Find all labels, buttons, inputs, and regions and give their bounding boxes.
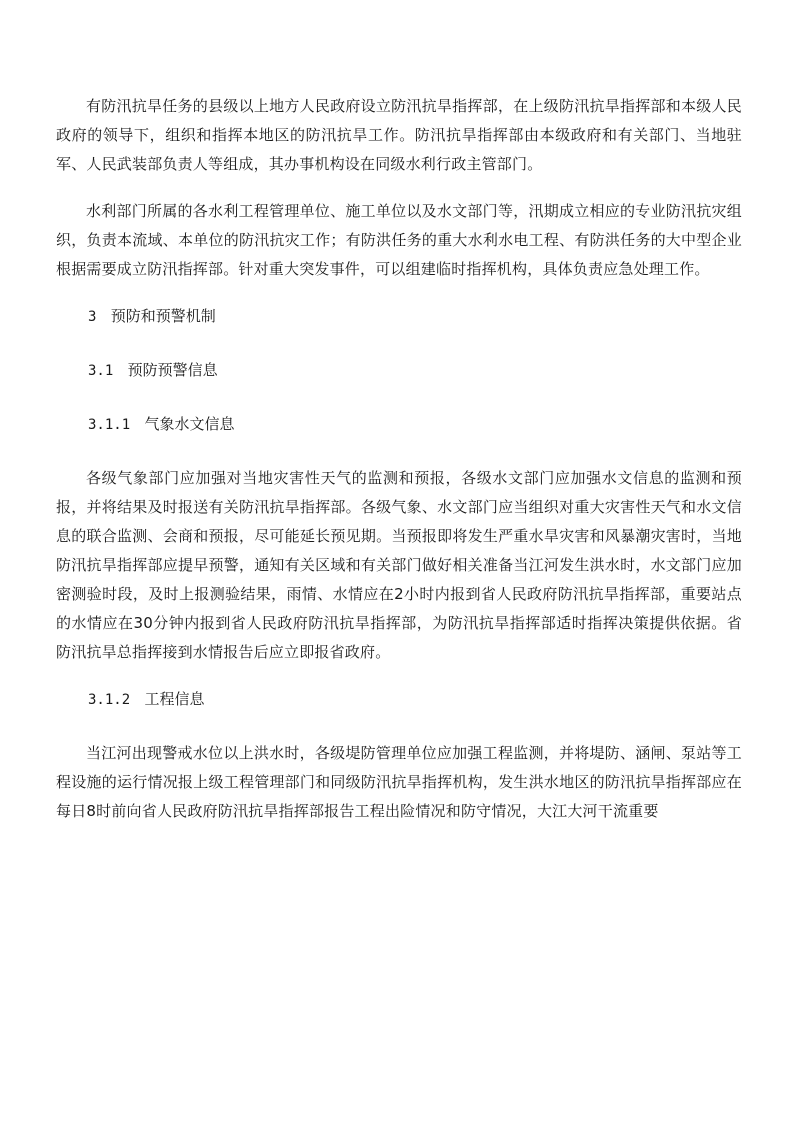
heading-title: 工程信息 — [144, 690, 205, 708]
heading-title: 预防和预警机制 — [110, 307, 216, 325]
heading-section-3-1 — [56, 356, 742, 386]
paragraph-county-command: 有防汛抗旱任务的县级以上地方人民政府设立防汛抗旱指挥部，在上级防汛抗旱指挥部和本级人民政府的领导下，组织和指挥本地区的防汛抗旱工作。防汛抗旱指挥部由本级政府和有关部门、当地驻军、人民武装部负责人等组成，其办事机构设在同级水利行政主管部门。 — [56, 97, 742, 173]
heading-title: 预防预警信息 — [127, 361, 218, 379]
heading-section-3-1-2 — [56, 685, 742, 715]
paragraph-water-units: 水利部门所属的各水利工程管理单位、施工单位以及水文部门等，汛期成立相应的专业防汛抗灾组织，负责本流域、本单位的防汛抗灾工作；有防洪任务的重大水利水电工程、有防洪任务的大中型企业根据需要成立防汛指挥部。针对重大突发事件，可以组建临时指挥机构，具体负责应急处理工作。 — [56, 202, 742, 278]
heading-number: 3 — [88, 309, 97, 325]
document-page — [56, 92, 742, 844]
heading-number: 3.1.2 — [88, 692, 131, 708]
heading-number: 3.1 — [88, 363, 114, 379]
paragraph-meteorological-info: 各级气象部门应加强对当地灾害性天气的监测和预报，各级水文部门应加强水文信息的监测和预报，并将结果及时报送有关防汛抗旱指挥部。各级气象、水文部门应当组织对重大灾害性天气和水文信息的联合监测、会商和预报，尽可能延长预见期。当预报即将发生严重水旱灾害和风暴潮灾害时，当地防汛抗旱指挥部应提早预警，通知有关区域和有关部门做好相关准备当江河发生洪水时，水文部门应加密测验时段，及时上报测验结果，雨情、水情应在2小时内报到省人民政府防汛抗旱指挥部，重要站点的水情应在30分钟内报到省人民政府防汛抗旱指挥部，为防汛抗旱指挥部适时指挥决策提供依据。省防汛抗旱总指挥接到水情报告后应立即报省政府。 — [56, 469, 742, 661]
heading-number: 3.1.1 — [88, 417, 131, 433]
heading-section-3 — [56, 302, 742, 332]
heading-section-3-1-1 — [56, 410, 742, 440]
paragraph-engineering-info: 当江河出现警戒水位以上洪水时，各级堤防管理单位应加强工程监测，并将堤防、涵闸、泵站等工程设施的运行情况报上级工程管理部门和同级防汛抗旱指挥机构，发生洪水地区的防汛抗旱指挥部应在每日8时前向省人民政府防汛抗旱指挥部报告工程出险情况和防守情况，大江大河干流重要 — [56, 744, 742, 820]
heading-title: 气象水文信息 — [144, 415, 235, 433]
